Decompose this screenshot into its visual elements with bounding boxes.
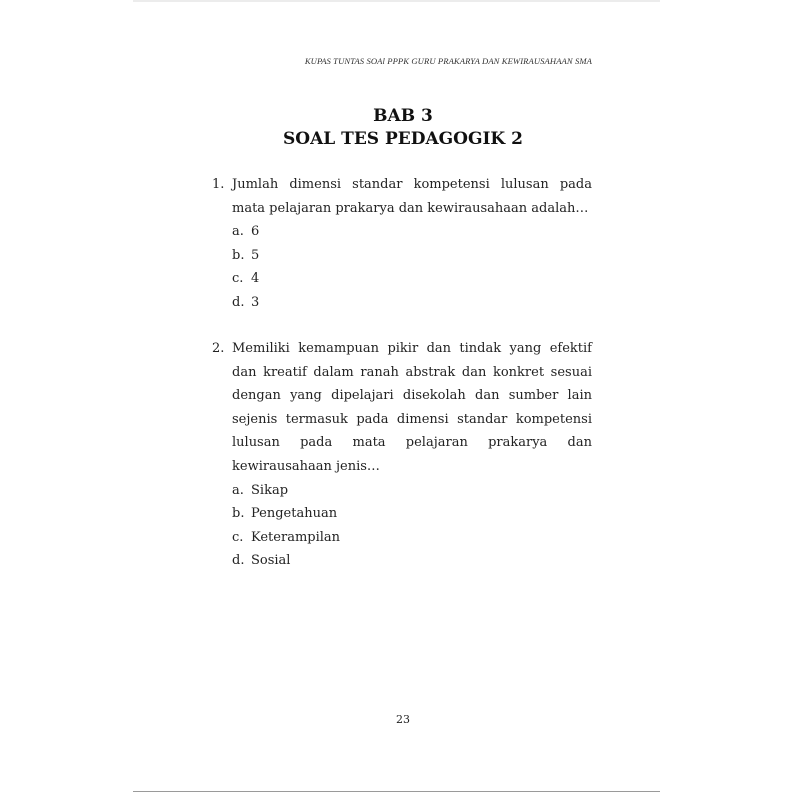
option-list [232,479,592,573]
option-letter: b. [232,506,245,522]
option-text: 4 [251,271,260,287]
option-letter: c. [232,529,244,545]
option-text: 3 [251,294,260,310]
option-letter: a. [232,224,244,240]
option-letter: d. [232,294,245,310]
question-2 [212,337,592,573]
option-c [232,267,592,291]
option-d [232,291,592,315]
option-b [232,244,592,268]
option-text: 5 [251,247,260,263]
question-1 [212,173,592,315]
option-text: 6 [251,224,260,240]
option-text: Keterampilan [251,529,341,545]
option-letter: b. [232,247,245,263]
option-list [232,220,592,314]
running-header: KUPAS TUNTAS SOAl PPPK GURU PRAKARYA DAN KEWIRAUSAHAAN SMA [304,56,592,66]
option-text: Sosial [251,553,291,569]
option-letter: c. [232,271,244,287]
option-c [232,526,592,550]
option-d [232,549,592,573]
question-text: Jumlah dimensi standar kompetensi lulusan pada mata pelajaran prakarya dan kewirausahaan adalah… [232,177,592,216]
option-text: Sikap [251,482,289,498]
question-number: 1. [212,177,225,192]
chapter-label: BAB 3 [373,106,433,126]
option-text: Pengetahuan [251,506,338,522]
page-top-edge [133,0,660,2]
page-bottom-edge [133,791,660,792]
option-letter: a. [232,482,244,498]
option-a [232,479,592,503]
question-number: 2. [212,341,225,356]
page-number: 23 [396,713,410,726]
chapter-title: SOAL TES PEDAGOGIK 2 [283,129,523,149]
question-text: Memiliki kemampuan pikir dan tindak yang efektif dan kreatif dalam ranah abstrak dan konkret sesuai dengan yang dipelajari disekolah dan sumber lain sejenis termasuk pada dimensi standar kompetensi lulusan pada mata pelajaran prakarya dan kewirausahaan jenis… [232,341,592,474]
option-letter: d. [232,553,245,569]
option-a [232,220,592,244]
option-b [232,502,592,526]
